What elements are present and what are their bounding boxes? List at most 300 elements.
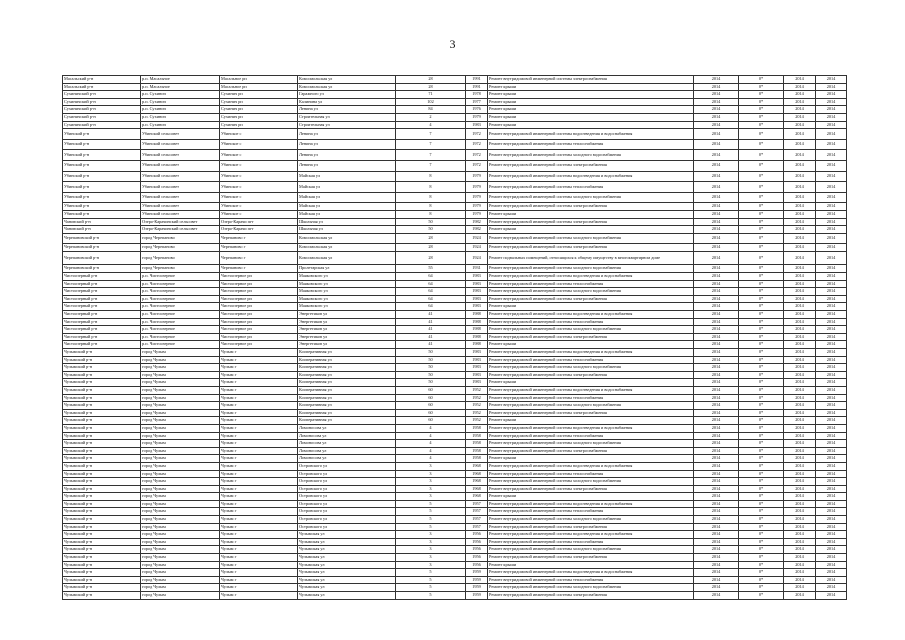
plan-year-cell: 2014 xyxy=(694,160,739,171)
work-type-cell: Ремонт внутридомовой инженерной системы теплоснабжения xyxy=(488,432,694,440)
end-year-cell: 2014 xyxy=(816,569,847,577)
locality-cell: Масальное рп xyxy=(220,83,298,91)
locality-cell: Чистоозерное рп xyxy=(220,288,298,296)
district-cell: Чулымский р-н xyxy=(63,356,141,364)
locality-cell: Чулым г xyxy=(220,462,298,470)
street-cell: Строительная ул xyxy=(298,121,396,129)
settlement-cell: Убинский сельсовет xyxy=(141,139,220,150)
house-number-cell: 8 xyxy=(396,171,466,182)
table-row xyxy=(63,554,847,562)
plan-year-cell: 2014 xyxy=(694,318,739,326)
work-type-cell: Ремонт внутридомовой инженерной системы теплоснабжения xyxy=(488,182,694,193)
district-cell: Убинский р-н xyxy=(63,192,141,203)
district-cell: Чулымский р-н xyxy=(63,500,141,508)
street-cell: Кооперативная ул xyxy=(298,356,396,364)
street-cell: Островского ул xyxy=(298,508,396,516)
locality-cell: Убинское с xyxy=(220,182,298,193)
plan-year-cell: 2014 xyxy=(694,584,739,592)
year-built-cell: 1931 xyxy=(466,265,488,273)
work-type-cell: Ремонт крыши xyxy=(488,379,694,387)
start-year-cell: 2014 xyxy=(784,493,816,501)
locality-cell: Чулым г xyxy=(220,523,298,531)
start-year-cell: 2014 xyxy=(784,470,816,478)
street-cell: Маяковского ул xyxy=(298,295,396,303)
year-built-cell: 1956 xyxy=(466,546,488,554)
table-row xyxy=(63,280,847,288)
district-cell: Чулымский р-н xyxy=(63,455,141,463)
district-cell: Черепановский р-н xyxy=(63,233,141,244)
work-type-cell: Ремонт крыши xyxy=(488,83,694,91)
table-row xyxy=(63,508,847,516)
settlement-cell: город Чулым xyxy=(141,455,220,463)
house-number-cell: 50 xyxy=(396,349,466,357)
district-cell: Чулымский р-н xyxy=(63,386,141,394)
cost-cell: 0* xyxy=(739,371,784,379)
settlement-cell: город Черепаново xyxy=(141,265,220,273)
district-cell: Убинский р-н xyxy=(63,171,141,182)
district-cell: Чулымский р-н xyxy=(63,576,141,584)
plan-year-cell: 2014 xyxy=(694,508,739,516)
district-cell: Чулымский р-н xyxy=(63,584,141,592)
cost-cell: 0* xyxy=(739,76,784,84)
plan-year-cell: 2014 xyxy=(694,424,739,432)
settlement-cell: город Чулым xyxy=(141,516,220,524)
start-year-cell: 2014 xyxy=(784,83,816,91)
year-built-cell: 1968 xyxy=(466,478,488,486)
plan-year-cell: 2014 xyxy=(694,273,739,281)
house-number-cell: 7 xyxy=(396,160,466,171)
house-number-cell: 60 xyxy=(396,409,466,417)
plan-year-cell: 2014 xyxy=(694,171,739,182)
cost-cell: 0* xyxy=(739,531,784,539)
house-number-cell: 60 xyxy=(396,386,466,394)
work-type-cell: Ремонт внутридомовой инженерной системы электроснабжения xyxy=(488,409,694,417)
house-number-cell: 5 xyxy=(396,576,466,584)
year-built-cell: 1983 xyxy=(466,364,488,372)
settlement-cell: город Чулым xyxy=(141,440,220,448)
year-built-cell: 1983 xyxy=(466,121,488,129)
plan-year-cell: 2014 xyxy=(694,402,739,410)
table-row xyxy=(63,311,847,319)
year-built-cell: 1983 xyxy=(466,379,488,387)
end-year-cell: 2014 xyxy=(816,76,847,84)
end-year-cell: 2014 xyxy=(816,106,847,114)
cost-cell: 0* xyxy=(739,569,784,577)
street-cell: Чулымская ул xyxy=(298,584,396,592)
settlement-cell: город Чулым xyxy=(141,592,220,600)
end-year-cell: 2014 xyxy=(816,364,847,372)
work-type-cell: Ремонт внутридомовой инженерной системы теплоснабжения xyxy=(488,394,694,402)
locality-cell: Чистоозерное рп xyxy=(220,273,298,281)
plan-year-cell: 2014 xyxy=(694,440,739,448)
end-year-cell: 2014 xyxy=(816,326,847,334)
plan-year-cell: 2014 xyxy=(694,394,739,402)
district-cell: Чулымский р-н xyxy=(63,364,141,372)
work-type-cell: Ремонт внутридомовой инженерной системы водоотведения и водоснабжения xyxy=(488,386,694,394)
cost-cell: 0* xyxy=(739,470,784,478)
year-built-cell: 1952 xyxy=(466,409,488,417)
locality-cell: Чулым г xyxy=(220,371,298,379)
plan-year-cell: 2014 xyxy=(694,538,739,546)
table-row xyxy=(63,226,847,234)
district-cell: Чистоозерный р-н xyxy=(63,318,141,326)
table-row xyxy=(63,192,847,203)
plan-year-cell: 2014 xyxy=(694,349,739,357)
settlement-cell: город Чулым xyxy=(141,417,220,425)
house-number-cell: 4 xyxy=(396,432,466,440)
district-cell: Чистоозерный р-н xyxy=(63,280,141,288)
cost-cell: 0* xyxy=(739,318,784,326)
house-number-cell: 50 xyxy=(396,356,466,364)
start-year-cell: 2014 xyxy=(784,349,816,357)
house-number-cell: 41 xyxy=(396,318,466,326)
table-row xyxy=(63,592,847,600)
locality-cell: Чистоозерное рп xyxy=(220,318,298,326)
work-type-cell: Ремонт внутридомовой инженерной системы теплоснабжения xyxy=(488,139,694,150)
start-year-cell: 2014 xyxy=(784,432,816,440)
end-year-cell: 2014 xyxy=(816,192,847,203)
street-cell: Майская ул xyxy=(298,210,396,218)
start-year-cell: 2014 xyxy=(784,386,816,394)
street-cell: Гаражного ул xyxy=(298,91,396,99)
table-row xyxy=(63,402,847,410)
work-type-cell: Ремонт внутридомовой инженерной системы водоотведения и водоснабжения xyxy=(488,500,694,508)
settlement-cell: р.п. Чистоозерное xyxy=(141,273,220,281)
district-cell: Убинский р-н xyxy=(63,203,141,211)
cost-cell: 0* xyxy=(739,500,784,508)
start-year-cell: 2014 xyxy=(784,192,816,203)
year-built-cell: 1983 xyxy=(466,288,488,296)
work-type-cell: Ремонт внутридомовой инженерной системы водоотведения и водоснабжения xyxy=(488,462,694,470)
cost-cell: 0* xyxy=(739,83,784,91)
plan-year-cell: 2014 xyxy=(694,371,739,379)
street-cell: Майская ул xyxy=(298,171,396,182)
table-row xyxy=(63,182,847,193)
table-row xyxy=(63,371,847,379)
district-cell: Чулымский р-н xyxy=(63,493,141,501)
work-type-cell: Ремонт внутридомовой инженерной системы холодного водоснабжения xyxy=(488,440,694,448)
year-built-cell: 1958 xyxy=(466,455,488,463)
cost-cell: 0* xyxy=(739,576,784,584)
table-row xyxy=(63,139,847,150)
settlement-cell: город Черепаново xyxy=(141,251,220,265)
district-cell: Убинский р-н xyxy=(63,182,141,193)
street-cell: Ленина ул xyxy=(298,129,396,140)
start-year-cell: 2014 xyxy=(784,554,816,562)
house-number-cell: 64 xyxy=(396,273,466,281)
settlement-cell: р.п. Чистоозерное xyxy=(141,288,220,296)
year-built-cell: 1982 xyxy=(466,226,488,234)
locality-cell: Чулым г xyxy=(220,592,298,600)
street-cell: Кооперативная ул xyxy=(298,394,396,402)
settlement-cell: р.п. Сухинич xyxy=(141,98,220,106)
end-year-cell: 2014 xyxy=(816,251,847,265)
locality-cell: Озеро-Карачи пгт xyxy=(220,218,298,226)
table-row xyxy=(63,440,847,448)
plan-year-cell: 2014 xyxy=(694,455,739,463)
street-cell: Энергетиков ул xyxy=(298,318,396,326)
end-year-cell: 2014 xyxy=(816,455,847,463)
settlement-cell: р.п. Чистоозерное xyxy=(141,326,220,334)
cost-cell: 0* xyxy=(739,129,784,140)
settlement-cell: Убинский сельсовет xyxy=(141,210,220,218)
street-cell: Ломоносова ул xyxy=(298,447,396,455)
table-row xyxy=(63,303,847,311)
year-built-cell: 1983 xyxy=(466,371,488,379)
district-cell: Чулымский р-н xyxy=(63,371,141,379)
start-year-cell: 2014 xyxy=(784,318,816,326)
cost-cell: 0* xyxy=(739,121,784,129)
district-cell: Чулымский р-н xyxy=(63,561,141,569)
start-year-cell: 2014 xyxy=(784,402,816,410)
locality-cell: Чулым г xyxy=(220,546,298,554)
locality-cell: Убинское с xyxy=(220,203,298,211)
year-built-cell: 1968 xyxy=(466,485,488,493)
house-number-cell: 28 xyxy=(396,76,466,84)
work-type-cell: Ремонт внутридомовой инженерной системы водоотведения и водоснабжения xyxy=(488,531,694,539)
table-row xyxy=(63,493,847,501)
end-year-cell: 2014 xyxy=(816,150,847,161)
year-built-cell: 1983 xyxy=(466,349,488,357)
locality-cell: Чистоозерное рп xyxy=(220,333,298,341)
street-cell: Островского ул xyxy=(298,493,396,501)
locality-cell: Чулым г xyxy=(220,576,298,584)
start-year-cell: 2014 xyxy=(784,523,816,531)
work-type-cell: Ремонт внутридомовой инженерной системы водоотведения и водоснабжения xyxy=(488,171,694,182)
locality-cell: Чулым г xyxy=(220,508,298,516)
table-row xyxy=(63,516,847,524)
district-cell: Чистоозерный р-н xyxy=(63,295,141,303)
house-number-cell: 64 xyxy=(396,288,466,296)
cost-cell: 0* xyxy=(739,265,784,273)
house-number-cell: 50 xyxy=(396,364,466,372)
street-cell: Островского ул xyxy=(298,523,396,531)
table-row xyxy=(63,160,847,171)
cost-cell: 0* xyxy=(739,139,784,150)
year-built-cell: 1972 xyxy=(466,129,488,140)
house-number-cell: 41 xyxy=(396,311,466,319)
year-built-cell: 1983 xyxy=(466,356,488,364)
table-row xyxy=(63,341,847,349)
plan-year-cell: 2014 xyxy=(694,447,739,455)
plan-year-cell: 2014 xyxy=(694,500,739,508)
plan-year-cell: 2014 xyxy=(694,409,739,417)
plan-year-cell: 2014 xyxy=(694,210,739,218)
cost-cell: 0* xyxy=(739,592,784,600)
plan-year-cell: 2014 xyxy=(694,576,739,584)
settlement-cell: город Чулым xyxy=(141,356,220,364)
end-year-cell: 2014 xyxy=(816,218,847,226)
settlement-cell: город Чулым xyxy=(141,424,220,432)
start-year-cell: 2014 xyxy=(784,182,816,193)
house-number-cell: 5 xyxy=(396,508,466,516)
start-year-cell: 2014 xyxy=(784,417,816,425)
plan-year-cell: 2014 xyxy=(694,288,739,296)
repair-plan-table xyxy=(62,75,847,600)
end-year-cell: 2014 xyxy=(816,91,847,99)
street-cell: Кооперативная ул xyxy=(298,402,396,410)
end-year-cell: 2014 xyxy=(816,516,847,524)
street-cell: Энергетиков ул xyxy=(298,341,396,349)
plan-year-cell: 2014 xyxy=(694,192,739,203)
end-year-cell: 2014 xyxy=(816,139,847,150)
work-type-cell: Ремонт внутридомовой инженерной системы водоотведения и водоснабжения xyxy=(488,424,694,432)
plan-year-cell: 2014 xyxy=(694,561,739,569)
cost-cell: 0* xyxy=(739,295,784,303)
cost-cell: 0* xyxy=(739,210,784,218)
table-row xyxy=(63,394,847,402)
year-built-cell: 1952 xyxy=(466,386,488,394)
district-cell: Сухиничский р-н xyxy=(63,113,141,121)
street-cell: Майская ул xyxy=(298,182,396,193)
work-type-cell: Ремонт внутридомовой инженерной системы водоотведения и водоснабжения xyxy=(488,569,694,577)
work-type-cell: Ремонт внутридомовой инженерной системы теплоснабжения xyxy=(488,470,694,478)
table-row xyxy=(63,417,847,425)
locality-cell: Чулым г xyxy=(220,538,298,546)
table-row xyxy=(63,76,847,84)
street-cell: Чулымская ул xyxy=(298,546,396,554)
year-built-cell: 1979 xyxy=(466,192,488,203)
locality-cell: Убинское с xyxy=(220,171,298,182)
start-year-cell: 2014 xyxy=(784,251,816,265)
street-cell: Кооперативная ул xyxy=(298,364,396,372)
cost-cell: 0* xyxy=(739,182,784,193)
start-year-cell: 2014 xyxy=(784,462,816,470)
table-row xyxy=(63,171,847,182)
district-cell: Чулымский р-н xyxy=(63,478,141,486)
settlement-cell: р.п. Сухинич xyxy=(141,106,220,114)
year-built-cell: 1952 xyxy=(466,394,488,402)
cost-cell: 0* xyxy=(739,341,784,349)
plan-year-cell: 2014 xyxy=(694,386,739,394)
plan-year-cell: 2014 xyxy=(694,462,739,470)
end-year-cell: 2014 xyxy=(816,379,847,387)
start-year-cell: 2014 xyxy=(784,455,816,463)
work-type-cell: Ремонт подвальных помещений, относящихся к общему имуществу в многоквартирном доме xyxy=(488,251,694,265)
year-built-cell: 1959 xyxy=(466,584,488,592)
street-cell: Кооперативная ул xyxy=(298,409,396,417)
cost-cell: 0* xyxy=(739,379,784,387)
year-built-cell: 1972 xyxy=(466,139,488,150)
end-year-cell: 2014 xyxy=(816,182,847,193)
start-year-cell: 2014 xyxy=(784,508,816,516)
house-number-cell: 5 xyxy=(396,516,466,524)
work-type-cell: Ремонт крыши xyxy=(488,121,694,129)
work-type-cell: Ремонт крыши xyxy=(488,561,694,569)
work-type-cell: Ремонт внутридомовой инженерной системы электроснабжения xyxy=(488,76,694,84)
locality-cell: Убинское с xyxy=(220,139,298,150)
street-cell: Ленина ул xyxy=(298,150,396,161)
start-year-cell: 2014 xyxy=(784,139,816,150)
end-year-cell: 2014 xyxy=(816,531,847,539)
cost-cell: 0* xyxy=(739,251,784,265)
district-cell: Черепановский р-н xyxy=(63,251,141,265)
cost-cell: 0* xyxy=(739,203,784,211)
work-type-cell: Ремонт внутридомовой инженерной системы водоотведения и водоснабжения xyxy=(488,273,694,281)
house-number-cell: 3 xyxy=(396,538,466,546)
work-type-cell: Ремонт крыши xyxy=(488,226,694,234)
settlement-cell: город Чулым xyxy=(141,554,220,562)
start-year-cell: 2014 xyxy=(784,561,816,569)
year-built-cell: 1983 xyxy=(466,280,488,288)
house-number-cell: 4 xyxy=(396,121,466,129)
work-type-cell: Ремонт внутридомовой инженерной системы электроснабжения xyxy=(488,592,694,600)
work-type-cell: Ремонт внутридомовой инженерной системы теплоснабжения xyxy=(488,576,694,584)
house-number-cell: 84 xyxy=(396,106,466,114)
year-built-cell: 1968 xyxy=(466,493,488,501)
locality-cell: Черепаново г xyxy=(220,251,298,265)
start-year-cell: 2014 xyxy=(784,98,816,106)
district-cell: Сухиничский р-н xyxy=(63,98,141,106)
work-type-cell: Ремонт крыши xyxy=(488,210,694,218)
year-built-cell: 1983 xyxy=(466,303,488,311)
start-year-cell: 2014 xyxy=(784,288,816,296)
cost-cell: 0* xyxy=(739,538,784,546)
cost-cell: 0* xyxy=(739,244,784,252)
cost-cell: 0* xyxy=(739,493,784,501)
locality-cell: Убинское с xyxy=(220,160,298,171)
plan-year-cell: 2014 xyxy=(694,265,739,273)
start-year-cell: 2014 xyxy=(784,218,816,226)
table-row xyxy=(63,98,847,106)
street-cell: Чулымская ул xyxy=(298,531,396,539)
house-number-cell: 60 xyxy=(396,417,466,425)
plan-year-cell: 2014 xyxy=(694,121,739,129)
house-number-cell: 5 xyxy=(396,523,466,531)
start-year-cell: 2014 xyxy=(784,379,816,387)
settlement-cell: город Чулым xyxy=(141,478,220,486)
end-year-cell: 2014 xyxy=(816,424,847,432)
table-row xyxy=(63,106,847,114)
cost-cell: 0* xyxy=(739,440,784,448)
locality-cell: Чулым г xyxy=(220,379,298,387)
street-cell: Ленина ул xyxy=(298,106,396,114)
end-year-cell: 2014 xyxy=(816,295,847,303)
plan-year-cell: 2014 xyxy=(694,569,739,577)
cost-cell: 0* xyxy=(739,288,784,296)
street-cell: Чулымская ул xyxy=(298,554,396,562)
locality-cell: Чистоозерное рп xyxy=(220,303,298,311)
year-built-cell: 1957 xyxy=(466,516,488,524)
settlement-cell: Убинский сельсовет xyxy=(141,171,220,182)
year-built-cell: 1979 xyxy=(466,182,488,193)
end-year-cell: 2014 xyxy=(816,462,847,470)
district-cell: Чулымский р-н xyxy=(63,409,141,417)
district-cell: Чулымский р-н xyxy=(63,546,141,554)
year-built-cell: 1979 xyxy=(466,171,488,182)
end-year-cell: 2014 xyxy=(816,341,847,349)
year-built-cell: 1982 xyxy=(466,218,488,226)
district-cell: Чулымский р-н xyxy=(63,569,141,577)
street-cell: Комсомольская ул xyxy=(298,251,396,265)
street-cell: Школьная ул xyxy=(298,226,396,234)
cost-cell: 0* xyxy=(739,478,784,486)
settlement-cell: Озеро-Карачинский сельсовет xyxy=(141,226,220,234)
year-built-cell: 1979 xyxy=(466,203,488,211)
cost-cell: 0* xyxy=(739,356,784,364)
year-built-cell: 1991 xyxy=(466,83,488,91)
work-type-cell: Ремонт крыши xyxy=(488,113,694,121)
end-year-cell: 2014 xyxy=(816,561,847,569)
settlement-cell: Убинский сельсовет xyxy=(141,129,220,140)
start-year-cell: 2014 xyxy=(784,76,816,84)
table-row xyxy=(63,203,847,211)
plan-year-cell: 2014 xyxy=(694,516,739,524)
locality-cell: Чулым г xyxy=(220,424,298,432)
house-number-cell: 50 xyxy=(396,379,466,387)
plan-year-cell: 2014 xyxy=(694,592,739,600)
street-cell: Маяковского ул xyxy=(298,288,396,296)
